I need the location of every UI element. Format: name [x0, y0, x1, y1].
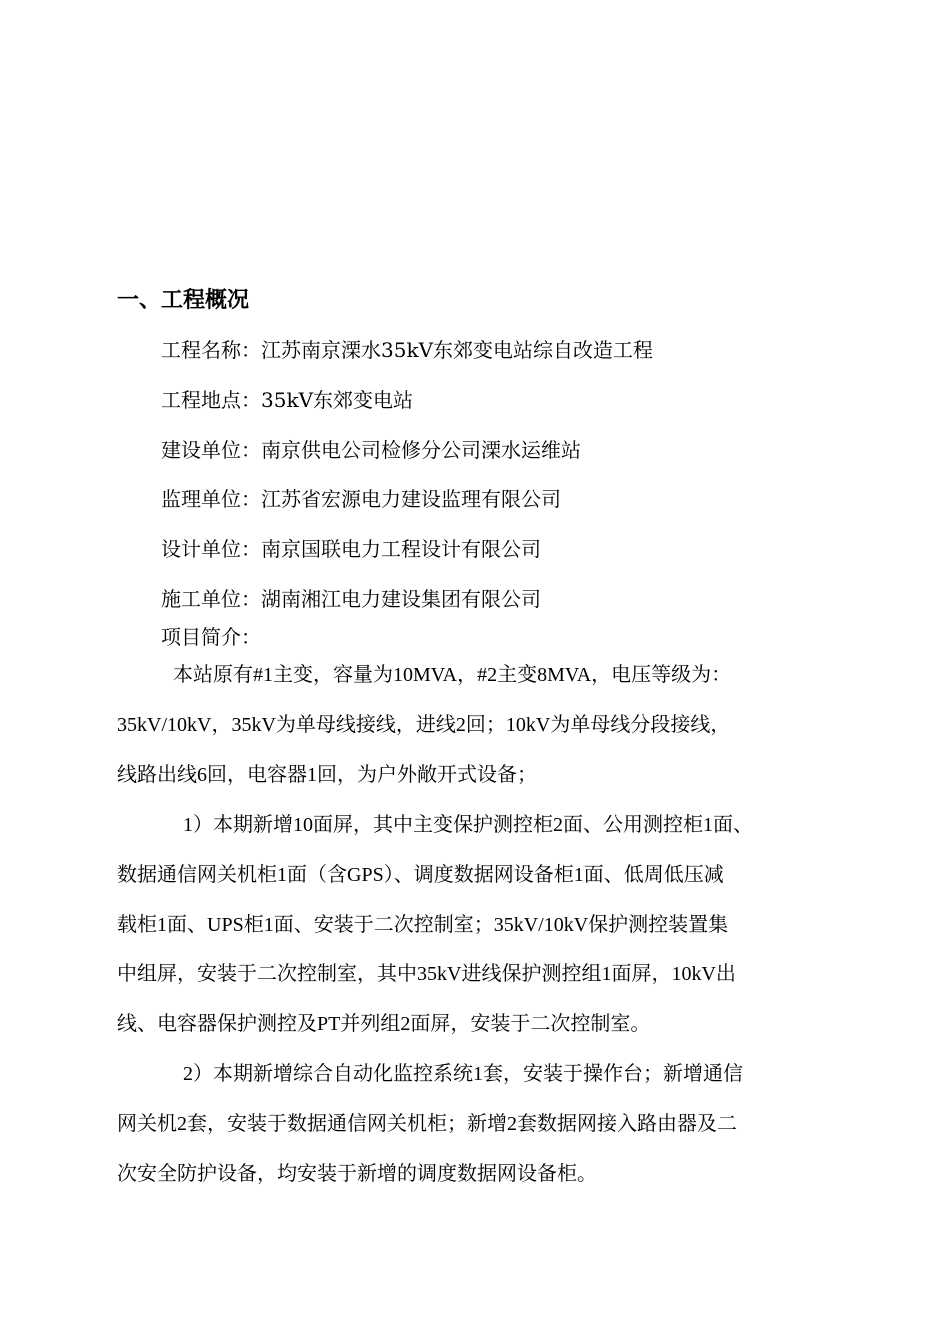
item1-line: 中组屏，安装于二次控制室，其中35kV进线保护测控组1面屏，10kV出: [117, 963, 736, 985]
item1-line: 1）本期新增10面屏，其中主变保护测控柜2面、公用测控柜1面、: [183, 814, 753, 836]
item1-line: 线、电容器保护测控及PT并列组2面屏，安装于二次控制室。: [117, 1013, 651, 1035]
section-heading: 一、工程概况: [117, 288, 250, 313]
contractor-unit: 施工单位：湖南湘江电力建设集团有限公司: [161, 587, 541, 611]
intro-line: 线路出线6回，电容器1回，为户外敞开式设备；: [117, 764, 537, 786]
design-unit: 设计单位：南京国联电力工程设计有限公司: [161, 537, 541, 561]
intro-line: 35kV/10kV，35kV为单母线接线，进线2回；10kV为单母线分段接线，: [117, 714, 731, 736]
construction-unit: 建设单位：南京供电公司检修分公司溧水运维站: [161, 438, 581, 462]
project-intro-label: 项目简介：: [161, 625, 261, 649]
supervision-unit: 监理单位：江苏省宏源电力建设监理有限公司: [161, 487, 561, 511]
item2-line: 网关机2套，安装于数据通信网关机柜；新增2套数据网接入路由器及二: [117, 1113, 737, 1135]
item1-line: 载柜1面、UPS柜1面、安装于二次控制室；35kV/10kV保护测控装置集: [117, 914, 729, 936]
item1-line: 数据通信网关机柜1面（含GPS）、调度数据网设备柜1面、低周低压减: [117, 864, 724, 886]
item2-line: 2）本期新增综合自动化监控系统1套，安装于操作台；新增通信: [183, 1063, 743, 1085]
project-location: 工程地点：35kV东郊变电站: [161, 388, 414, 412]
item2-line: 次安全防护设备，均安装于新增的调度数据网设备柜。: [117, 1163, 597, 1185]
project-name: 工程名称：江苏南京溧水35kV东郊变电站综自改造工程: [161, 338, 654, 362]
intro-line: 本站原有#1主变，容量为10MVA，#2主变8MVA，电压等级为：: [173, 664, 732, 686]
